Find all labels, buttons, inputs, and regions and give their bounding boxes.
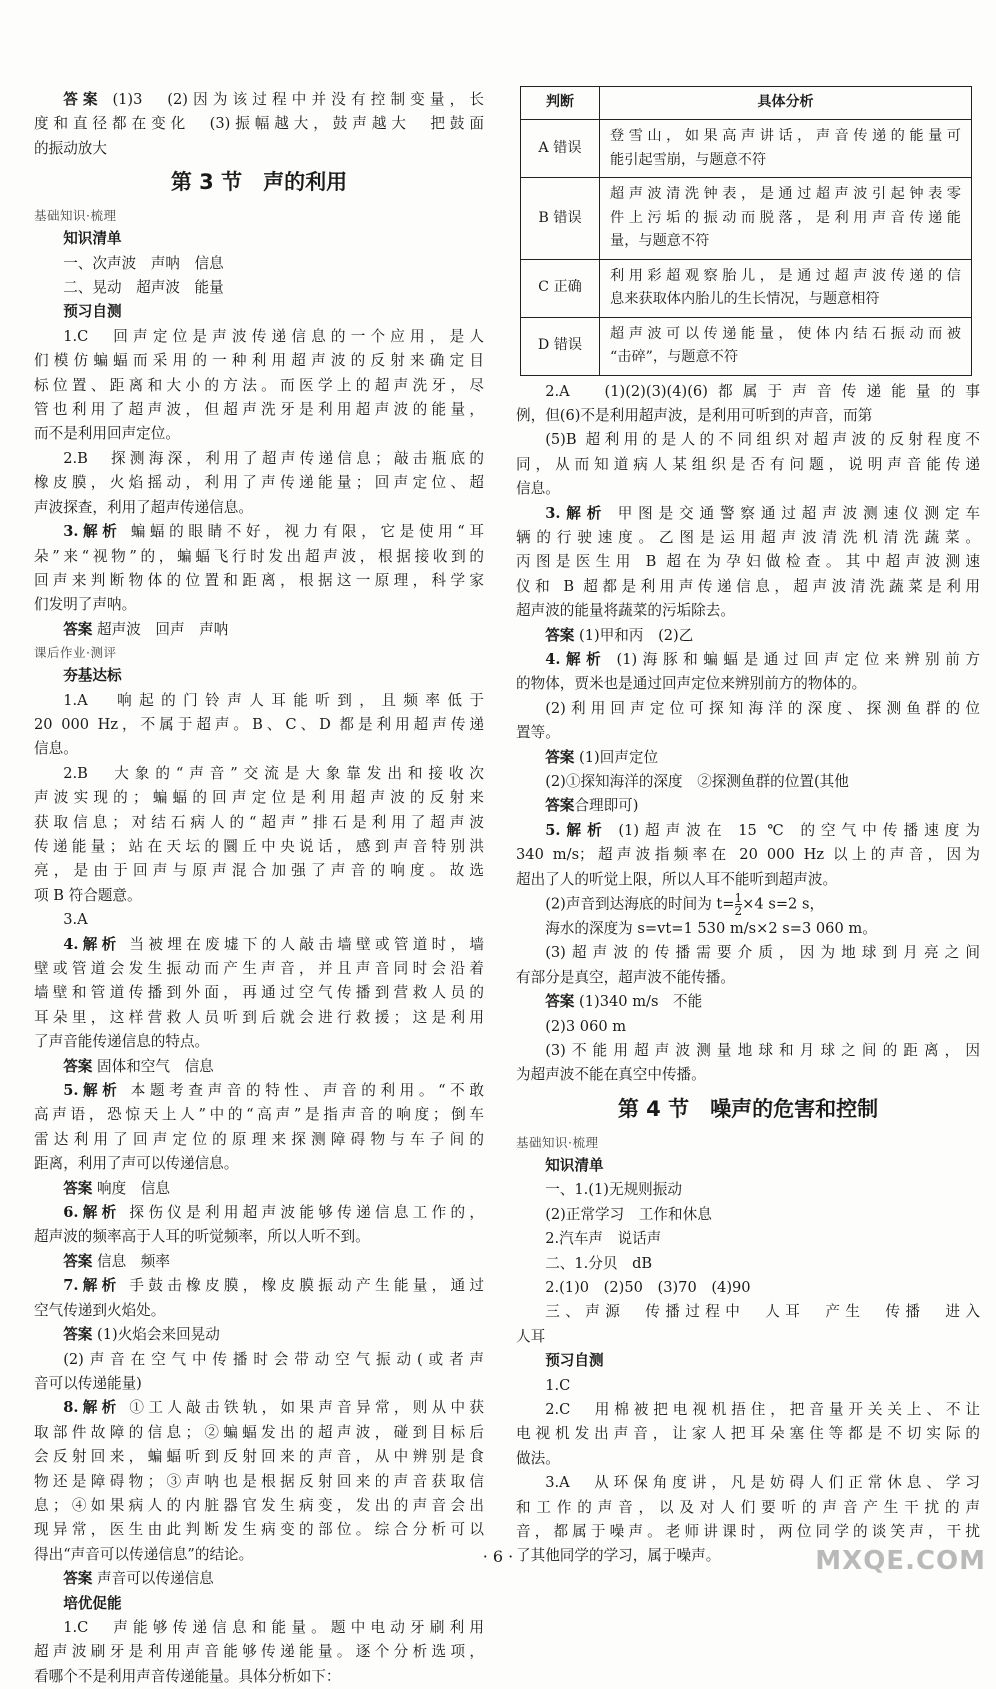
text-line: 超声波刷牙是利用声音能够传递能量。逐个分析选项， <box>34 1643 484 1661</box>
text-line: 墙壁和管道传播到外面，再通过空气传播到营救人员的 <box>34 984 484 1002</box>
text-line: 音，都属于噪声。老师讲课时，两位同学的谈笑声，干扰 <box>516 1522 980 1540</box>
text-line: 3.解析 甲图是交通警察通过超声波测速仪测定车 <box>545 504 980 522</box>
text-line: 答案 信息 频率 <box>63 1252 170 1270</box>
text-line: 雷达利用了回声定位的原理来探测障碍物与车子间的 <box>34 1130 484 1148</box>
text-line: 距离，利用了声可以传递信息。 <box>34 1155 239 1173</box>
right-answers-b <box>516 917 980 1088</box>
text-line: 丙图是医生用 B 超在为孕妇做检查。其中超声波测速 <box>516 553 980 571</box>
text-line: 空气传递到火焰处。 <box>34 1301 166 1319</box>
text-line: 例，但(6)不是利用超声波，是利用可听到的声音，而第 <box>516 406 873 424</box>
formula-line <box>516 892 980 917</box>
table-cell-judge: C 正确 <box>521 259 600 317</box>
text-line: 做法。 <box>516 1449 560 1467</box>
formula-suffix: ×4 s=2 s， <box>742 895 825 913</box>
text-line: (2)利用回声定位可探知海洋的深度、探测鱼群的位 <box>545 699 980 717</box>
text-line: 信息。 <box>34 740 78 758</box>
section-3-title: 第 3 节 声的利用 <box>170 170 348 195</box>
analysis-table <box>520 86 972 376</box>
subsection-after-class: 课后作业·测评 <box>34 645 117 661</box>
text-line: 3.A 从环保角度讲，凡是妨碍人们正常休息、学习 <box>545 1474 980 1492</box>
text-line: 取部件故障的信息；②蝙蝠发出的超声波，碰到目标后 <box>34 1423 484 1441</box>
text-line: 7.解析 手鼓击橡皮膜，橡皮膜振动产生能量，通过 <box>63 1277 484 1295</box>
text-line: 管也利用了超声波，但超声洗牙是利用超声波的能量， <box>34 401 484 419</box>
right-column <box>516 86 980 1569</box>
table-row <box>521 178 972 260</box>
text-line: 答案合理即可) <box>545 797 639 815</box>
text-line: 们模仿蝙蝠而采用的一种利用超声波的反射来确定目 <box>34 352 484 370</box>
fraction-denominator: 2 <box>734 904 743 918</box>
top-answer-line: 的振动放大 <box>34 139 107 157</box>
analysis-line: 登雪山，如果高声讲话，声音传递的能量可 <box>610 128 961 144</box>
left-column <box>34 88 484 1689</box>
text-line: 1.A 响起的门铃声人耳能听到，且频率低于 <box>63 691 484 709</box>
text-line: 和工作的声音，以及对人们要听的声音产生干扰的声 <box>516 1498 980 1516</box>
table-row <box>521 259 972 317</box>
text-line: 了声音能传递信息的特点。 <box>34 1033 210 1051</box>
text-line: 1.C <box>545 1376 571 1394</box>
text-line: 耳朵里，这样营救人员听到后就会进行救援；这是利用 <box>34 1008 484 1026</box>
text-line: 答案 响度 信息 <box>63 1179 170 1197</box>
text-line: 有部分是真空，超声波不能传播。 <box>516 968 735 986</box>
text-line: 息；④如果病人的内脏器官发生病变，发出的声音会出 <box>34 1496 484 1514</box>
text-line: 超声波的频率高于人耳的听觉频率，所以人听不到。 <box>34 1228 370 1246</box>
subsection-basic-knowledge: 基础知识·梳理 <box>34 208 117 224</box>
basic-standard-heading: 夯基达标 <box>63 667 122 685</box>
table-header-judge: 判断 <box>521 87 600 120</box>
text-line: 同，从而知道病人某组织是否有问题，说明声音能传递 <box>516 455 980 473</box>
basic-answers <box>34 689 484 1592</box>
text-line: 橡皮膜，火焰摇动，利用了声传递能量；回声定位、超 <box>34 474 484 492</box>
text-line: 传递能量；站在天坛的圜丘中央说话，感到声音特别洪 <box>34 837 484 855</box>
text-line: 音可以传递能量) <box>34 1374 142 1392</box>
text-line: 海水的深度为 s=vt=1 530 m/s×2 s=3 060 m。 <box>545 920 877 938</box>
text-line: 高声语，恐惊天上人”中的“高声”是指声音的响度；倒车 <box>34 1106 484 1124</box>
text-line: 超声波的能量将蔬菜的污垢除去。 <box>516 602 735 620</box>
text-line: 声波探查，利用了超声传递信息。 <box>34 498 253 516</box>
table-cell-analysis <box>600 317 972 375</box>
text-line: (2)正常学习 工作和休息 <box>545 1205 712 1223</box>
text-line: 8.解析 ①工人敲击铁轨，如果声音异常，则从中获 <box>63 1399 484 1417</box>
text-line: 答案 (1)火焰会来回晃动 <box>63 1326 220 1344</box>
text-line: 人耳 <box>516 1327 546 1345</box>
text-line: 答案 固体和空气 信息 <box>63 1057 214 1075</box>
text-line: (2)①探知海洋的深度 ②探测鱼群的位置(其他 <box>545 773 849 790</box>
text-line: 置等。 <box>516 724 560 742</box>
table-header-row <box>521 87 972 120</box>
text-line: 为超声波不能在真空中传播。 <box>516 1066 706 1084</box>
text-line: 标位置、距离和大小的方法。而医学上的超声洗牙，尽 <box>34 376 484 394</box>
fraction-numerator: 1 <box>734 892 743 906</box>
subsection-basic-knowledge-2: 基础知识·梳理 <box>516 1134 599 1150</box>
knowledge-list-heading: 知识清单 <box>63 230 122 248</box>
text-line: 电视机发出声音，让家人把耳朵塞住等都是不切实际的 <box>516 1425 980 1443</box>
text-line: 20 000 Hz，不属于超声。B、C、D 都是利用超声传递 <box>34 715 484 733</box>
table-cell-judge: B 错误 <box>521 178 600 260</box>
text-line: 5.解析 (1)超声波在 15 ℃ 的空气中传播速度为 <box>545 821 980 839</box>
text-line: 5.解析 本题考查声音的特性、声音的利用。“不敢 <box>63 1082 484 1100</box>
improve-answers <box>34 1616 484 1689</box>
page-number: · 6 · <box>482 1547 514 1566</box>
text-line: 获取信息；对结石病人的“超声”排石是利用了超声波 <box>34 813 484 831</box>
text-line: 物还是障碍物；③声呐也是根据反射回来的声音获取信 <box>34 1472 484 1490</box>
text-line: 答案 (1)甲和丙 (2)乙 <box>545 626 694 644</box>
text-line: (5)B 超利用的是人的不同组织对超声波的反射程度不 <box>545 431 980 449</box>
text-line: 看哪个不是利用声音传递能量。具体分析如下： <box>34 1667 341 1685</box>
right-answers-a <box>516 380 980 893</box>
analysis-line: 息来获取体内胎儿的生长情况，与题意相符 <box>610 291 880 307</box>
analysis-line: 超声波清洗钟表，是通过超声波引起钟表零 <box>610 186 961 202</box>
table-cell-analysis <box>600 120 972 178</box>
preview-answers <box>34 325 484 642</box>
section-4-title: 第 4 节 噪声的危害和控制 <box>617 1096 879 1121</box>
text-line: 2.汽车声 说话声 <box>545 1230 662 1248</box>
text-line: 答案 (1)回声定位 <box>545 748 659 766</box>
text-line: 6.解析 探伤仪是利用超声波能够传递信息工作的， <box>63 1204 484 1222</box>
analysis-line: 利用彩超观察胎儿，是通过超声波传递的信 <box>610 267 961 284</box>
formula-prefix: (2)声音到达海底的时间为 t= <box>545 895 735 913</box>
table-cell-analysis <box>600 259 972 317</box>
analysis-line: 超声波可以传递能量，使体内结石振动而被 <box>610 325 961 342</box>
text-line: 一、1.(1)无规则振动 <box>545 1181 682 1199</box>
text-line: 三、声源 传播过程中 人耳 产生 传播 进入 <box>545 1303 980 1321</box>
text-line: 2.A (1)(2)(3)(4)(6)都属于声音传递能量的事 <box>545 382 980 400</box>
top-answer-line: 答案 (1)3 (2)因为该过程中并没有控制变量，长 <box>63 91 484 108</box>
table-row <box>521 317 972 375</box>
text-line: 们发明了声呐。 <box>34 596 137 614</box>
knowledge-item: 二、晃动 超声波 能量 <box>63 279 224 297</box>
knowledge-item: 一、次声波 声呐 信息 <box>63 254 224 272</box>
text-line: 了其他同学的学习，属于噪声。 <box>516 1547 721 1565</box>
improve-heading: 培优促能 <box>63 1594 122 1612</box>
text-line: 而不是利用回声定位。 <box>34 425 180 443</box>
analysis-line: 能引起雪崩，与题意不符 <box>610 151 767 168</box>
analysis-line: 件上污垢的振动而脱落，是利用声音传递能 <box>610 209 961 226</box>
watermark-logo: MXQE.COM <box>815 1546 986 1576</box>
analysis-line: “击碎”，与题意不符 <box>610 349 739 365</box>
text-line: (2)3 060 m <box>545 1017 627 1035</box>
table-header-analysis: 具体分析 <box>600 87 972 120</box>
text-line: 2.(1)0 (2)50 (3)70 (4)90 <box>545 1278 751 1296</box>
text-line: 4.解析 当被埋在废墟下的人敲击墙壁或管道时，墙 <box>63 935 484 953</box>
text-line: 答案 (1)340 m/s 不能 <box>545 993 703 1011</box>
text-line: 信息。 <box>516 480 560 498</box>
text-line: 的物体，贾米也是通过回声定位来辨别前方的物体的。 <box>516 675 867 693</box>
text-line: 2.B 大象的“声音”交流是大象靠发出和接收次 <box>63 764 484 782</box>
text-line: 答案 声音可以传递信息 <box>63 1570 214 1588</box>
preview-test-heading: 预习自测 <box>63 303 122 321</box>
analysis-line: 量，与题意不符 <box>610 233 710 249</box>
text-line: 3.A <box>63 911 88 929</box>
text-line: 2.B 探测海深，利用了超声传递信息；敲击瓶底的 <box>63 449 484 467</box>
text-line: 会反射回来，蝙蝠听到反射回来的声音，从中辨别是食 <box>34 1448 484 1466</box>
text-line: 朵”来“视物”的，蝙蝠飞行时发出超声波，根据接收到的 <box>34 547 484 565</box>
text-line: 辆的行驶速度。乙图是运用超声波清洗机清洗蔬菜。 <box>516 528 980 546</box>
text-line: 2.C 用棉被把电视机捂住，把音量开关关上、不让 <box>545 1400 980 1418</box>
text-line: 答案 超声波 回声 声呐 <box>63 620 229 638</box>
preview-test-heading-2: 预习自测 <box>545 1352 604 1370</box>
table-cell-analysis <box>600 178 972 260</box>
text-line: 仪和 B 超都是利用声传递信息，超声波清洗蔬菜是利用 <box>516 577 980 595</box>
table-cell-judge: A 错误 <box>521 120 600 178</box>
knowledge-list-heading-2: 知识清单 <box>545 1156 604 1174</box>
text-line: 壁或管道会发生振动而产生声音，并且声音同时会沿着 <box>34 960 484 977</box>
table-row <box>521 120 972 178</box>
text-line: 回声来判断物体的位置和距离，根据这一原理，科学家 <box>34 571 484 589</box>
text-line: 声波实现的；蝙蝠的回声定位是利用超声波的反射来 <box>34 789 484 807</box>
knowledge-list-2 <box>516 1178 980 1349</box>
text-line: 得出“声音可以传递信息”的结论。 <box>34 1545 254 1563</box>
text-line: 亮，是由于回声与原声混合加强了声音的响度。故选 <box>34 862 484 880</box>
text-line: 超出了人的听觉上限，所以人耳不能听到超声波。 <box>516 870 838 888</box>
text-line: (3)不能用超声波测量地球和月球之间的距离，因 <box>545 1042 980 1060</box>
text-line: 3.解析 蝙蝠的眼睛不好，视力有限，它是使用“耳 <box>63 523 484 541</box>
text-line: 340 m/s；超声波指频率在 20 000 Hz 以上的声音，因为 <box>516 846 980 864</box>
text-line: (3)超声波的传播需要介质，因为地球到月亮之间 <box>545 944 980 962</box>
text-line: 1.C 声能够传递信息和能量。题中电动牙刷利用 <box>63 1618 484 1636</box>
preview-answers-2 <box>516 1374 980 1569</box>
text-line: (2)声音在空气中传播时会带动空气振动(或者声 <box>63 1350 484 1368</box>
text-line: 现异常，医生由此判断发生病变的部位。综合分析可以 <box>34 1521 484 1539</box>
text-line: 4.解析 (1)海豚和蝙蝠是通过回声定位来辨别前方 <box>545 650 980 668</box>
text-line: 二、1.分贝 dB <box>545 1254 653 1272</box>
table-cell-judge: D 错误 <box>521 317 600 375</box>
text-line: 1.C 回声定位是声波传递信息的一个应用，是人 <box>63 327 484 345</box>
top-answer-line: 度和直径都在变化 (3)振幅越大，鼓声越大 把鼓面 <box>34 115 484 133</box>
text-line: 项 B 符合题意。 <box>34 886 142 904</box>
